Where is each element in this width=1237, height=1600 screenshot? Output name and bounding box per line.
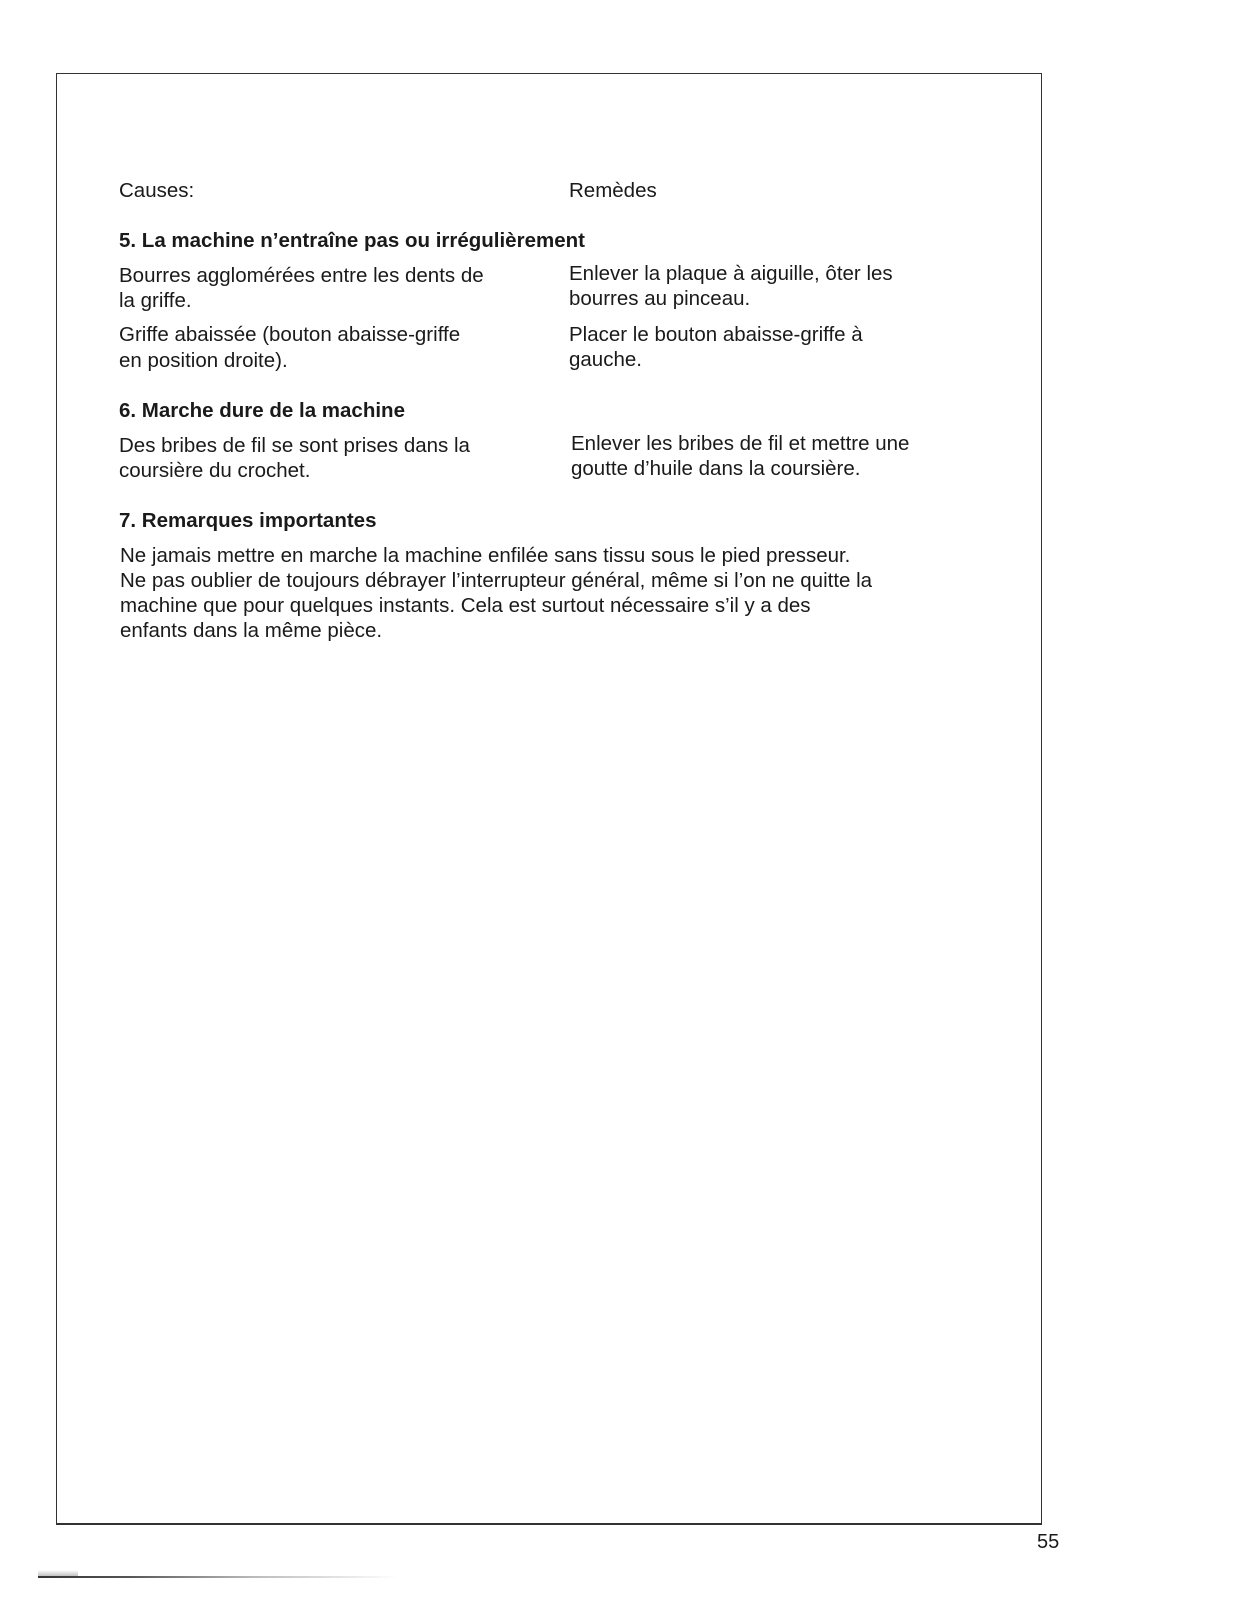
paragraph-line: machine que pour quelques instants. Cela est surtout nécessaire s’il y a des: [120, 594, 811, 617]
section-heading: 5. La machine n’entraîne pas ou irrégulièrement: [119, 229, 585, 252]
remedy-text: bourres au pinceau.: [569, 287, 751, 310]
scan-edge-line: [38, 1576, 398, 1578]
section-heading: 6. Marche dure de la machine: [119, 399, 405, 422]
remedy-text: gauche.: [569, 348, 642, 371]
causes-column-header: Causes:: [119, 179, 195, 202]
cause-text: Bourres agglomérées entre les dents de: [119, 264, 484, 287]
cause-text: Griffe abaissée (bouton abaisse-griffe: [119, 323, 461, 346]
remedy-text: Enlever la plaque à aiguille, ôter les: [569, 262, 893, 285]
cause-text: coursière du crochet.: [119, 459, 311, 482]
cause-text: en position droite).: [119, 349, 288, 372]
paragraph-line: enfants dans la même pièce.: [120, 619, 383, 642]
paragraph-line: Ne jamais mettre en marche la machine enfilée sans tissu sous le pied presseur.: [120, 544, 851, 567]
remedies-column-header: Remèdes: [569, 179, 657, 202]
cause-text: Des bribes de fil se sont prises dans la: [119, 434, 470, 457]
page-frame: [56, 73, 1042, 1525]
remedy-text: Enlever les bribes de fil et mettre une: [571, 432, 910, 455]
remedy-text: goutte d’huile dans la coursière.: [571, 457, 861, 480]
remedy-text: Placer le bouton abaisse-griffe à: [569, 323, 863, 346]
cause-text: la griffe.: [119, 289, 192, 312]
paragraph-line: Ne pas oublier de toujours débrayer l’interrupteur général, même si l’on ne quitte la: [120, 569, 873, 592]
section-heading: 7. Remarques importantes: [119, 509, 377, 532]
page-number: 55: [1037, 1531, 1060, 1553]
